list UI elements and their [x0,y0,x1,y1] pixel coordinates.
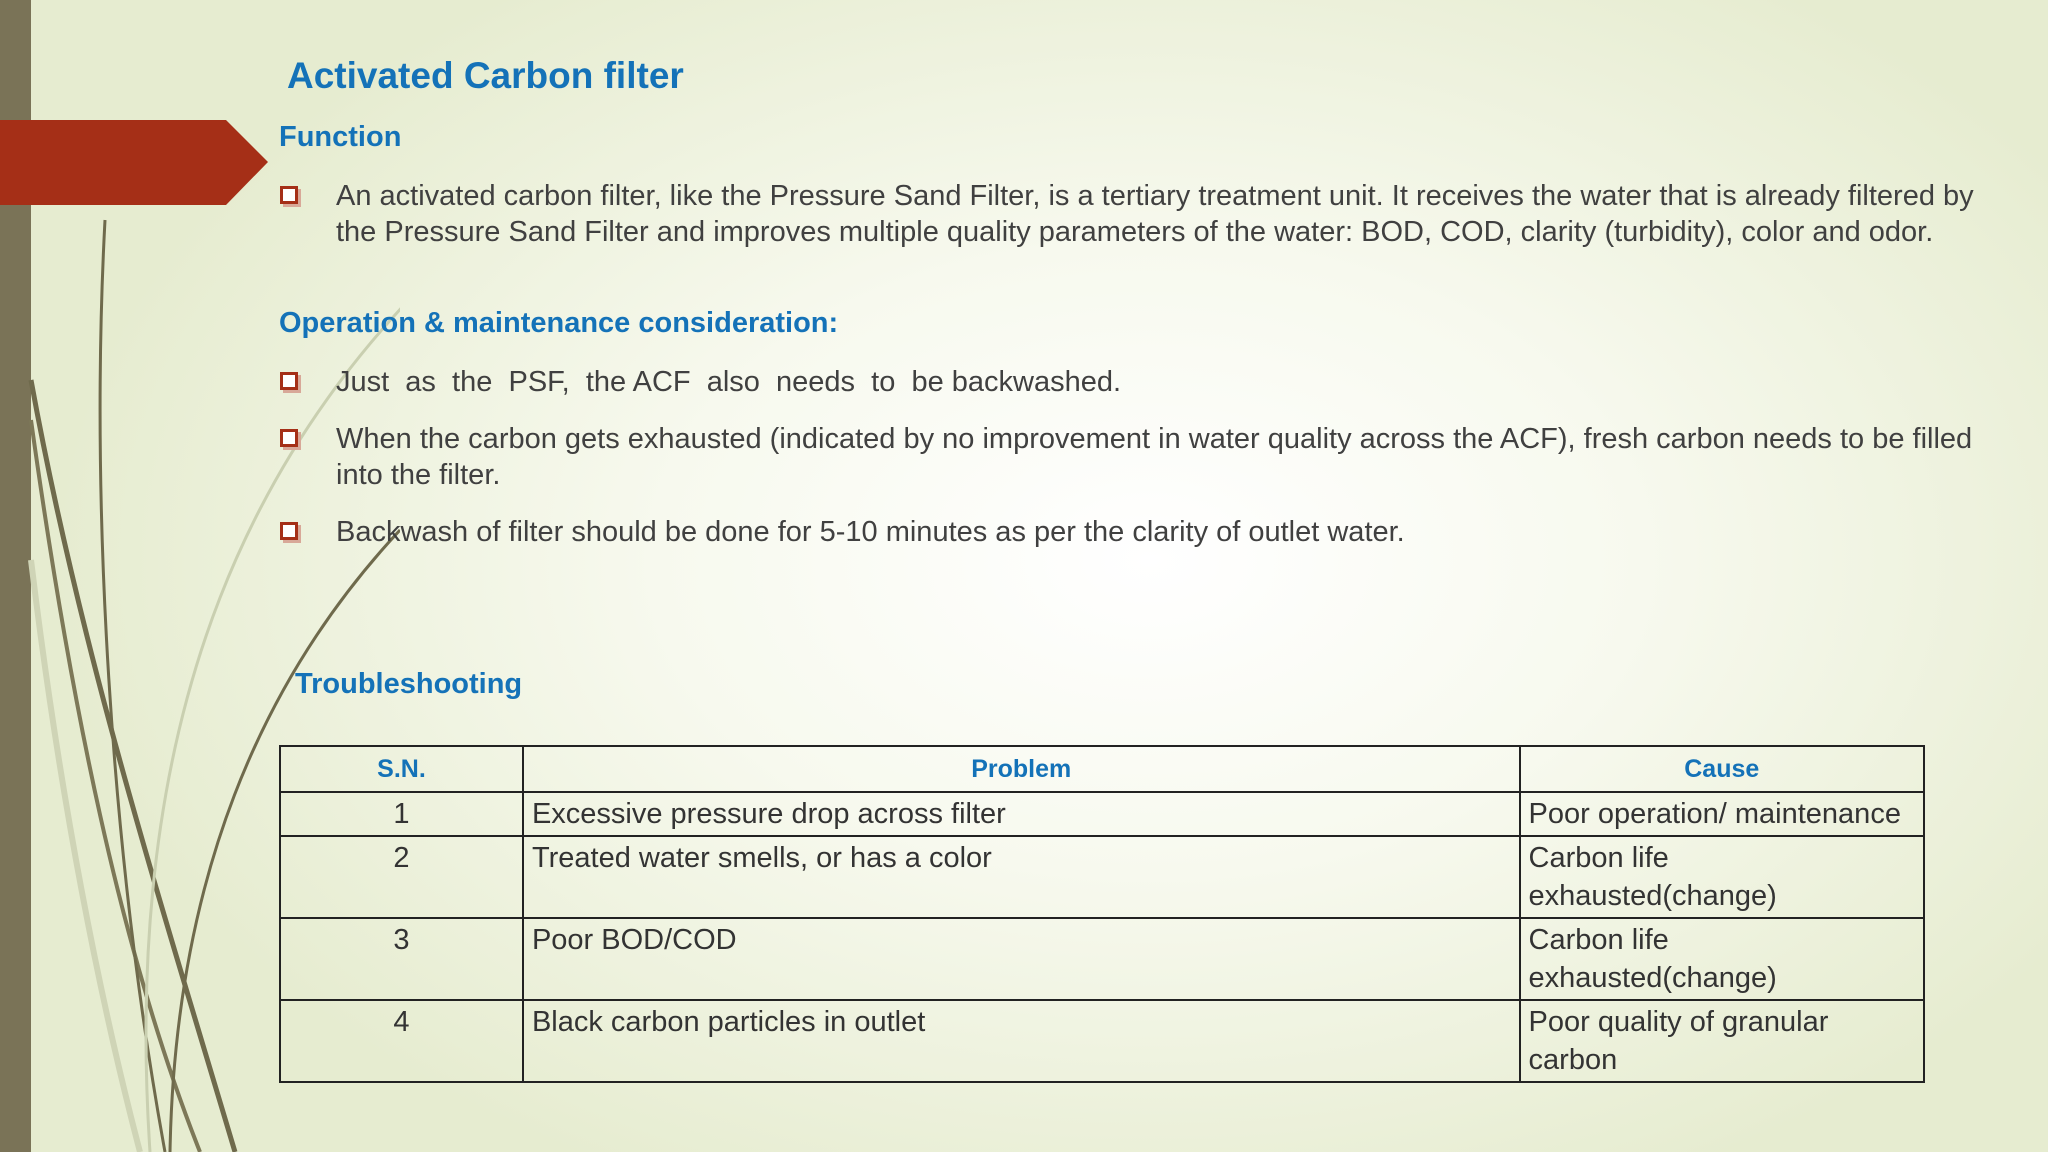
cell-cause: Carbon life exhausted(change) [1520,836,1924,918]
checkbox-bullet-icon [280,429,298,447]
function-heading: Function [279,121,402,153]
om-heading: Operation & maintenance consideration: [279,307,839,339]
cell-problem: Excessive pressure drop across filter [523,792,1520,836]
bullet-text: When the carbon gets exhausted (indicated by no improvement in water quality across the ACF), fresh carbon needs to be filled into the filter. [336,423,1973,491]
header-cause: Cause [1520,746,1924,792]
checkbox-bullet-icon [280,372,298,390]
bullet-text: Just as the PSF, the ACF also needs to be backwashed. [336,366,1122,398]
cell-cause: Carbon life exhausted(change) [1520,918,1924,1000]
cell-sn: 1 [280,792,523,836]
cell-problem: Treated water smells, or has a color [523,836,1520,918]
checkbox-bullet-icon [280,186,298,204]
bullet-text: An activated carbon filter, like the Pressure Sand Filter, is a tertiary treatment unit. It receives the water that is already filtered by the Pressure Sand Filter and improves multiple quality parameters of the water: BOD, COD, clarity (turbidity), color and odor. [336,180,1974,248]
table-row [280,792,1924,836]
cell-sn: 2 [280,836,523,918]
cell-problem: Black carbon particles in outlet [523,1000,1520,1082]
cell-cause: Poor quality of granular carbon [1520,1000,1924,1082]
cell-problem: Poor BOD/COD [523,918,1520,1000]
checkbox-bullet-icon [280,522,298,540]
table-row [280,1000,1924,1082]
table-row [280,918,1924,1000]
cell-cause: Poor operation/ maintenance [1520,792,1924,836]
arrow-tab [0,120,268,205]
cell-sn: 3 [280,918,523,1000]
header-sn: S.N. [280,746,523,792]
table-header-row [280,746,1924,792]
troubleshooting-table [279,745,1925,1083]
bullet-text: Backwash of filter should be done for 5-10 minutes as per the clarity of outlet water. [336,516,1405,548]
slide-title: Activated Carbon filter [287,55,684,96]
cell-sn: 4 [280,1000,523,1082]
table-row [280,836,1924,918]
header-problem: Problem [523,746,1520,792]
troubleshooting-heading: Troubleshooting [295,668,523,700]
